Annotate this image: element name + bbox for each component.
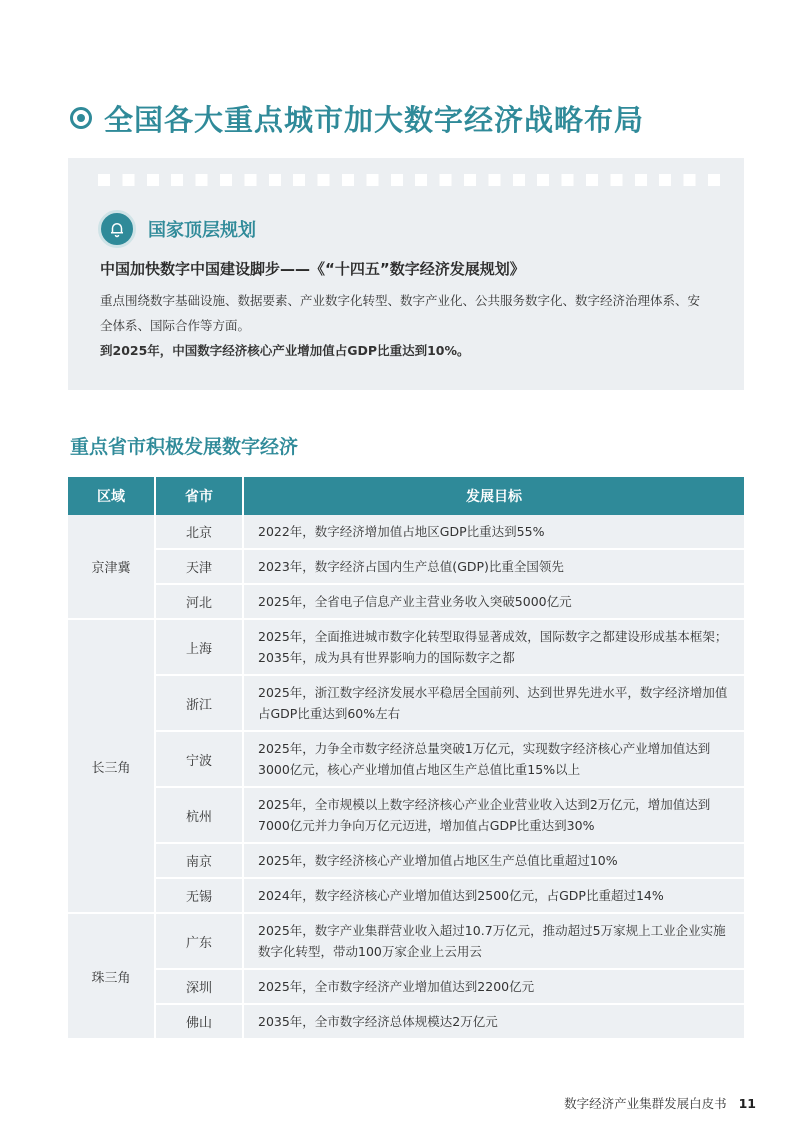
- page-title-text: 全国各大重点城市加大数字经济战略布局: [104, 102, 645, 137]
- table-row: [68, 914, 744, 970]
- city-cell: 南京: [156, 844, 244, 879]
- city-cell: 广东: [156, 914, 244, 970]
- goal-cell: 2025年，数字经济核心产业增加值占地区生产总值比重超过10%: [244, 844, 744, 879]
- header-city: 省市: [156, 477, 244, 515]
- panel-body: [100, 288, 710, 363]
- goal-cell: 2025年，浙江数字经济发展水平稳居全国前列、达到世界先进水平，数字经济增加值占GDP比重达到60%左右: [244, 676, 744, 732]
- table-row: [68, 676, 744, 732]
- table-row: [68, 585, 744, 620]
- target-circle-icon: [70, 107, 92, 129]
- city-cell: 深圳: [156, 970, 244, 1005]
- panel-heading-text: 国家顶层规划: [148, 220, 256, 241]
- goal-cell: 2025年，全市规模以上数字经济核心产业企业营业收入达到2万亿元，增加值达到7000亿元并力争向万亿元迈进，增加值占GDP比重达到30%: [244, 788, 744, 844]
- table-row: [68, 620, 744, 676]
- goal-cell: 2022年，数字经济增加值占地区GDP比重达到55%: [244, 515, 744, 550]
- goal-cell: 2024年，数字经济核心产业增加值达到2500亿元，占GDP比重超过14%: [244, 879, 744, 914]
- page-number: 11: [738, 1096, 756, 1111]
- table-header-row: [68, 477, 744, 515]
- city-cell: 上海: [156, 620, 244, 676]
- table-row: [68, 970, 744, 1005]
- table-row: [68, 515, 744, 550]
- page-footer: [564, 1094, 756, 1112]
- region-cell: 珠三角: [68, 914, 156, 1040]
- city-cell: 浙江: [156, 676, 244, 732]
- national-plan-panel: [68, 158, 744, 390]
- goal-cell: 2025年，力争全市数字经济总量突破1万亿元，实现数字经济核心产业增加值达到3000亿元，核心产业增加值占地区生产总值比重15%以上: [244, 732, 744, 788]
- table-row: [68, 1005, 744, 1040]
- section-title: 重点省市积极发展数字经济: [70, 436, 299, 458]
- table-row: [68, 732, 744, 788]
- goal-cell: 2025年，数字产业集群营业收入超过10.7万亿元，推动超过5万家规上工业企业实施数字化转型，带动100万家企业上云用云: [244, 914, 744, 970]
- goal-cell: 2025年，全面推进城市数字化转型取得显著成效，国际数字之都建设形成基本框架；2035年，成为具有世界影响力的国际数字之都: [244, 620, 744, 676]
- goal-cell: 2023年，数字经济占国内生产总值(GDP)比重全国领先: [244, 550, 744, 585]
- panel-heading: [98, 210, 256, 248]
- city-cell: 无锡: [156, 879, 244, 914]
- goal-cell: 2035年，全市数字经济总体规模达2万亿元: [244, 1005, 744, 1040]
- table-row: [68, 550, 744, 585]
- region-cell: 京津冀: [68, 515, 156, 620]
- city-goals-table: [68, 477, 744, 1040]
- region-cell: 长三角: [68, 620, 156, 914]
- panel-subtitle: 中国加快数字中国建设脚步——《“十四五”数字经济发展规划》: [100, 260, 525, 278]
- perforated-divider: [98, 174, 722, 186]
- city-cell: 宁波: [156, 732, 244, 788]
- goal-cell: 2025年，全市数字经济产业增加值达到2200亿元: [244, 970, 744, 1005]
- page-title: [70, 98, 644, 138]
- bell-icon: [98, 210, 136, 248]
- city-cell: 佛山: [156, 1005, 244, 1040]
- city-cell: 河北: [156, 585, 244, 620]
- table-row: [68, 879, 744, 914]
- goal-cell: 2025年，全省电子信息产业主营业务收入突破5000亿元: [244, 585, 744, 620]
- panel-body-stat: 到2025年，中国数字经济核心产业增加值占GDP比重达到10%。: [100, 343, 470, 358]
- footer-book-title: 数字经济产业集群发展白皮书: [564, 1096, 727, 1111]
- header-region: 区域: [68, 477, 156, 515]
- table-row: [68, 788, 744, 844]
- city-cell: 天津: [156, 550, 244, 585]
- header-goal: 发展目标: [244, 477, 744, 515]
- table-row: [68, 844, 744, 879]
- panel-body-text: 重点围绕数字基础设施、数据要素、产业数字化转型、数字产业化、公共服务数字化、数字经济治理体系、安全体系、国际合作等方面。: [100, 293, 701, 333]
- city-cell: 北京: [156, 515, 244, 550]
- city-cell: 杭州: [156, 788, 244, 844]
